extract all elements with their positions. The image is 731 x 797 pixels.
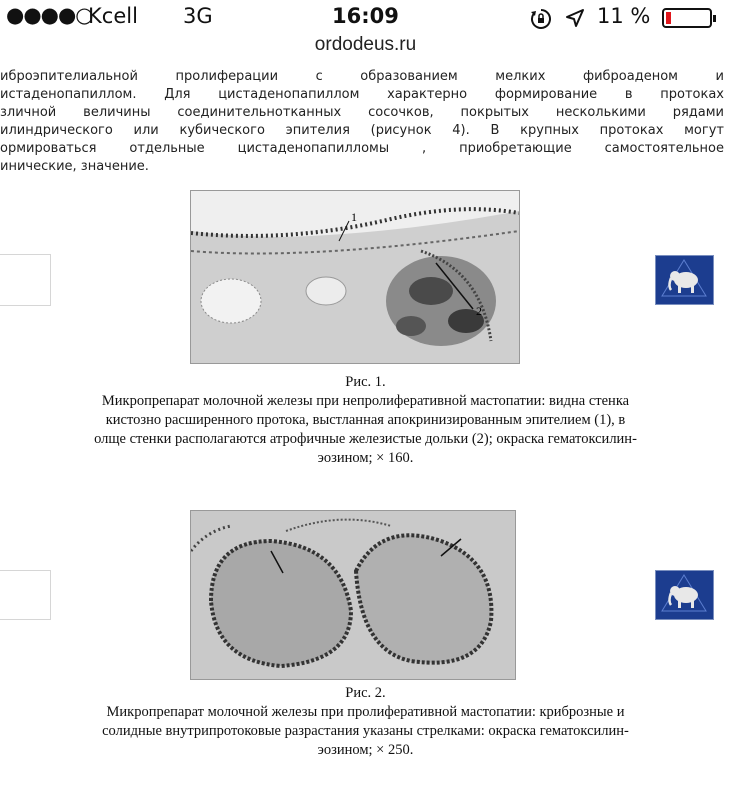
caption-line: Микропрепарат молочной железы при пролиферативной мастопатии: криброзные и	[106, 704, 625, 720]
status-bar	[0, 0, 731, 34]
battery-percent: 11 %	[597, 4, 651, 28]
side-panel	[0, 254, 51, 306]
micrograph-fig1	[190, 190, 520, 364]
figure2-caption	[0, 684, 731, 760]
signal-strength-icon: ●●●●○	[6, 3, 93, 27]
article-line: иброэпителиальной пролиферации с образованием мелких фиброаденом и	[0, 69, 724, 84]
article-text	[0, 68, 724, 176]
caption-line: солидные внутрипротоковые разрастания указаны стрелками: окраска гематоксилин-	[102, 723, 629, 739]
caption-line: эозином; × 160.	[317, 450, 414, 466]
side-panel	[0, 570, 51, 620]
figure1-caption	[0, 373, 731, 468]
carrier-name: Kcell	[88, 4, 138, 28]
figure1-title: Рис. 1.	[345, 374, 386, 390]
location-arrow-icon	[565, 8, 585, 28]
battery-fill	[666, 12, 671, 24]
clock-time: 16:09	[332, 4, 399, 28]
marker-2: 2	[476, 304, 482, 318]
article-line: илиндрического или кубического эпителия (рисунок 4). В крупных протоках могут	[0, 123, 724, 138]
caption-line: Микропрепарат молочной железы при непролиферативной мастопатии: видна стенка	[101, 393, 630, 409]
article-line: истаденопапиллом. Для цистаденопапиллом характерно формирование в протоках	[0, 87, 724, 102]
caption-line: эозином; × 250.	[317, 742, 414, 758]
micrograph-fig2	[190, 510, 516, 680]
battery-icon	[662, 8, 712, 28]
article-line: инические, значение.	[0, 159, 149, 174]
figure2-title: Рис. 2.	[345, 685, 386, 701]
elephant-thumbnail-icon[interactable]	[655, 570, 714, 620]
article-line: ормироваться отдельные цистаденопапилломы , приобретающие самостоятельное	[0, 141, 724, 156]
lock-rotation-icon	[530, 8, 552, 30]
marker-1: 1	[351, 210, 357, 224]
elephant-thumbnail-icon[interactable]	[655, 255, 714, 305]
network-type: 3G	[183, 4, 213, 28]
url-bar[interactable]: ordodeus.ru	[314, 34, 417, 55]
article-line: зличной величины соединительнотканных сосочков, покрытых несколькими рядами	[0, 105, 724, 120]
caption-line: олще стенки располагаются атрофичные железистые дольки (2); окраска гематоксилин-	[94, 431, 637, 447]
caption-line: кистозно расширенного протока, выстланная апокринизированным эпителием (1), в	[105, 412, 626, 428]
